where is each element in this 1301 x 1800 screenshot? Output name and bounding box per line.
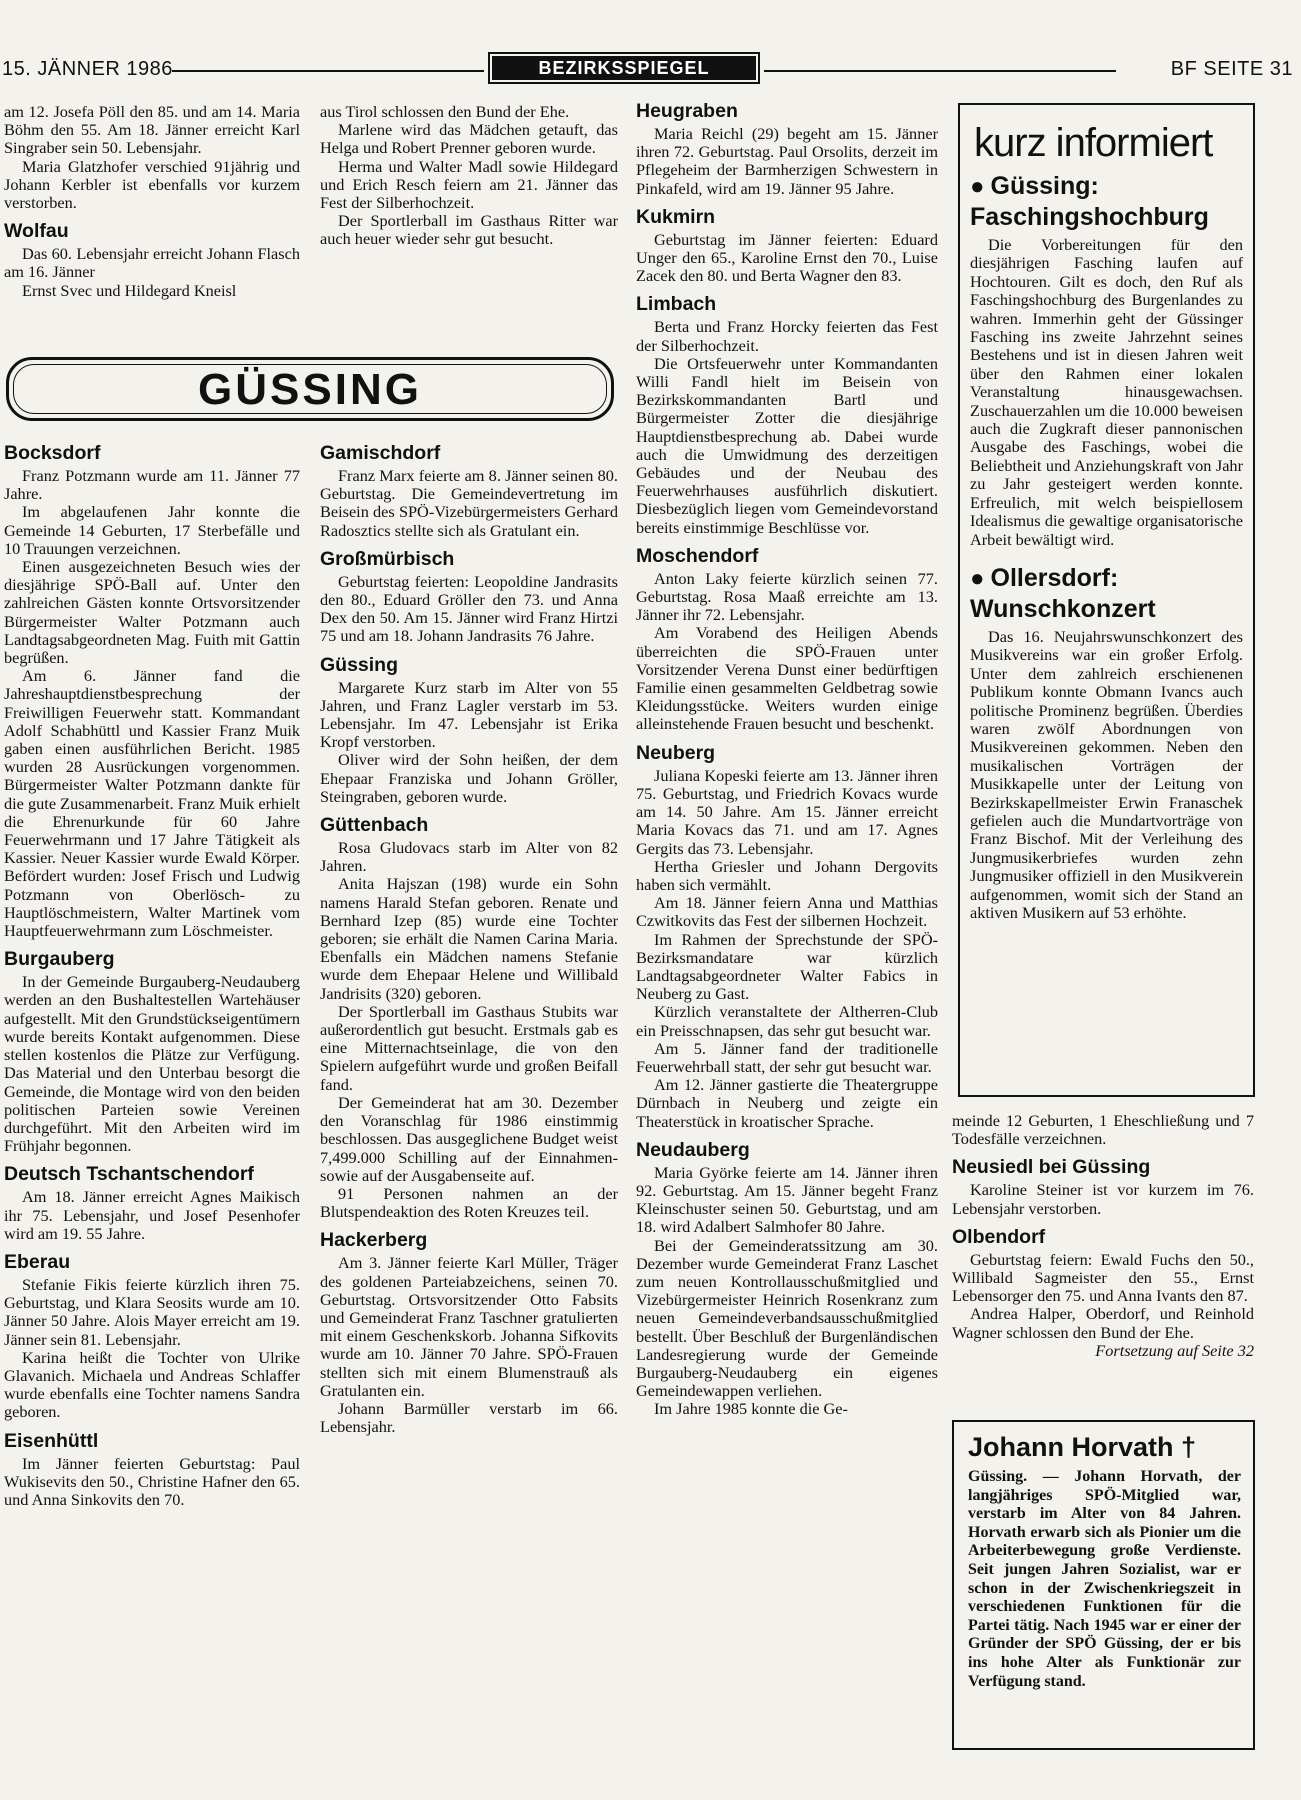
section-heading: Olbendorf xyxy=(952,1225,1046,1248)
section-heading: Wolfau xyxy=(4,220,69,243)
paragraph: Die Ortsfeuerwehr unter Kommandanten Willi Fandl hielt im Beisein von Bezirkskommandanten Bartl und Bürgermeister Zotter die diesjährige Hauptdienstbesprechung ab. Dabei wurde auch die Umwidmung des derzeitigen Gebäudes und der Neubau des Feuerwehrhauses ausführlich diskutiert. Diesbezüglich liegen vom Gemeindevorstand bereits einstimmige Beschlüsse vor. xyxy=(636,353,938,537)
paragraph: aus Tirol schlossen den Bund der Ehe. xyxy=(320,103,570,121)
top-column-1 xyxy=(4,103,300,323)
paragraph: Im abgelaufenen Jahr konnte die Gemeinde 14 Geburten, 17 Sterbefälle und 10 Trauungen verzeichnen. xyxy=(4,502,300,558)
section-heading: Limbach xyxy=(636,293,717,316)
paragraph: Im Rahmen der Sprechstunde der SPÖ-Bezirksmandatare war kürzlich Landtagsabgeordneter Walter Fabics in Neuberg zu Gast. xyxy=(636,929,938,1004)
paragraph: Das 16. Neujahrswunschkonzert des Musikvereins war ein großer Erfolg. Unter dem zahlreich erschienenen Publikum konnte Obmann Ivancs auch politische Prominenz begrüßen. Überdies waren zwölf Abordnungen von Musikvereinen gekommen. Neben den musikalischen Vorträgen der Musikkapelle unter der Leitung von Bezirkskapellmeister Erwin Franaschek gefielen auch die Mundartvorträge von Franz Bischof. Mit der Verleihung des Jungmusikerbriefes wurden zehn Jungmusiker offiziell in den Musikverein aufgenommen, womit sich der Stand an aktiven Musikern auf 53 erhöhte. xyxy=(970,626,1243,922)
column-1 xyxy=(4,442,300,1762)
section-label: BEZIRKSSPIEGEL xyxy=(492,56,756,80)
paragraph: Geburtstag feierten: Leopoldine Jandrasits den 80., Eduard Gröller den 73. und Anna Dex den 50. Am 15. Jänner wird Franz Hirtzi 75 und am 18. Johann Jandrasits 76 Jahre. xyxy=(320,571,618,646)
paragraph: Am 3. Jänner feierte Karl Müller, Träger des goldenen Parteiabzeichens, seinen 70. Geburtstag. Ortsvorsitzender Otto Fabsits und Gemeinderat Franz Taschner gratulierten mit einem Geschenkskorb. Johanna Sifkovits wurde am 10. Jänner 70 Jahre. SPÖ-Frauen stellten sich mit einem Blumenstrauß als Gratulanten ein. xyxy=(320,1253,618,1400)
section-heading: Güssing xyxy=(320,653,399,676)
header-rule-left xyxy=(172,70,484,72)
paragraph: Der Gemeinderat hat am 30. Dezember den Voranschlag für 1986 einstimmig beschlossen. Das ausgeglichene Budget weist 7,499.000 Schilling auf der Einnahmen- sowie auf der Ausgabenseite auf. xyxy=(320,1092,618,1185)
paragraph: meinde 12 Geburten, 1 Eheschließung und 7 Todesfälle verzeichnen. xyxy=(952,1112,1254,1149)
paragraph: Am 18. Jänner feiern Anna und Matthias Czwitkovits das Fest der silbernen Hochzeit. xyxy=(636,893,938,931)
kurz-informiert-box xyxy=(958,103,1255,1097)
obituary-title: Johann Horvath † xyxy=(968,1432,1197,1462)
section-label-box xyxy=(488,52,760,84)
top-column-2 xyxy=(320,103,618,323)
paragraph: Der Sportlerball im Gasthaus Ritter war auch heuer wieder sehr gut besucht. xyxy=(320,211,618,249)
issue-date: 15. JÄNNER 1986 xyxy=(2,58,173,80)
paragraph: Karoline Steiner ist vor kurzem im 76. Lebensjahr verstorben. xyxy=(952,1180,1254,1218)
section-heading: Neudauberg xyxy=(636,1138,750,1161)
section-heading: Heugraben xyxy=(636,100,738,122)
section-heading: Großmürbisch xyxy=(320,547,455,570)
banner-title: GÜSSING xyxy=(198,365,422,414)
section-heading: Gamischdorf xyxy=(320,442,441,464)
paragraph: Am 12. Jänner gastierte die Theatergruppe Dürnbach in Neuberg und zeigte ein Theaterstück in kroatischer Sprache. xyxy=(636,1075,938,1131)
paragraph: Das 60. Lebensjahr erreicht Johann Flasch am 16. Jänner xyxy=(4,244,300,282)
bullet-icon: ● xyxy=(970,173,985,200)
paragraph: Der Sportlerball im Gasthaus Stubits war außerordentlich gut besucht. Erstmals gab es eine Mitternachtseinlage, die von den Spielern aufgeführt wurde und großen Beifall fand. xyxy=(320,1001,618,1094)
paragraph: Am 5. Jänner fand der traditionelle Feuerwehrball statt, der sehr gut besucht war. xyxy=(636,1038,938,1076)
header-rule-right xyxy=(764,70,1116,72)
paragraph: Geburtstag im Jänner feierten: Eduard Unger den 65., Karoline Ernst den 70., Luise Zacek den 80. und Berta Wagner den 83. xyxy=(636,229,938,286)
section-heading: Deutsch Tschantschendorf xyxy=(4,1163,254,1186)
paragraph: Maria Györke feierte am 14. Jänner ihren 92. Geburtstag. Am 15. Jänner begeht Franz Kleinschuster seinen 50. Geburtstag, und am 18. wird Adalbert Salmhofer 80 Jahre. xyxy=(636,1162,938,1237)
region-banner xyxy=(6,357,614,421)
paragraph: Andrea Halper, Oberdorf, und Reinhold Wagner schlossen den Bund der Ehe. xyxy=(952,1304,1254,1342)
section-heading: Hackerberg xyxy=(320,1229,428,1252)
paragraph: Maria Glatzhofer verschied 91jährig und Johann Kerbler ist ebenfalls vor kurzem verstorben. xyxy=(4,156,300,213)
section-heading: Neuberg xyxy=(636,741,716,764)
paragraph: Johann Barmüller verstarb im 66. Lebensjahr. xyxy=(320,1398,618,1437)
paragraph: Franz Marx feierte am 8. Jänner seinen 80. Geburtstag. Die Gemeindevertretung im Beisein des SPÖ-Vizebürgermeisters Gerhard Radosztics stellte sich als Gratulant ein. xyxy=(320,466,618,540)
paragraph: Im Jahre 1985 konnte die Ge- xyxy=(654,1399,848,1419)
bullet-icon: ● xyxy=(970,564,985,592)
continuation-note: Fortsetzung auf Seite 32 xyxy=(1095,1340,1254,1360)
paragraph: Rosa Gludovacs starb im Alter von 82 Jahren. xyxy=(320,838,618,876)
paragraph: Am 6. Jänner fand die Jahreshauptdienstbesprechung der Freiwilligen Feuerwehr statt. Kommandant Adolf Schabhüttl und Kassier Franz Muik gaben einen ausführlichen Bericht. 1985 wurden 28 Ausrückungen vorgenommen. Bürgermeister Walter Potzmann dankte für die gute Zusammenarbeit. Franz Muik erhielt die Ehrenurkunde für 60 Jahre Feuerwehrmann und 17 Jahre Tätigkeit als Kassier. Neuer Kassier wurde Ewald Körper. Befördert wurden: Josef Frisch und Ludwig Potzmann von Oberlösch- zu Hauptlöschmeistern, Walter Martinek vom Hauptfeuerwehrmann zum Löschmeister. xyxy=(4,666,300,941)
section-heading: Eisenhüttl xyxy=(4,1429,99,1452)
news-heading xyxy=(970,563,1243,624)
paragraph: am 12. Josefa Pöll den 85. und am 14. Maria Böhm den 55. Am 18. Jänner erreicht Karl Singraber sein 50. Lebensjahr. xyxy=(4,103,300,158)
paragraph: Die Vorbereitungen für den diesjährigen Fasching laufen auf Hochtouren. Gilt es doch, den Ruf als Faschingshochburg des Burgenlandes zu wahren. Immerhin geht der Güssinger Fasching ins zweite Jahrzehnt seines Bestehens und ist in diesen Jahren weit über den Rahmen einer lokalen Veranstaltung hinausgewachsen. Zuschauerzahlen um die 10.000 beweisen auch die Zugkraft dieser pannonischen Ausgabe des Faschings, wobei die Beliebtheit und Anziehungskraft von Jahr zu Jahr gesteigert werden konnte. Erfreulich, mit welch beispiellosem Idealismus die gewaltige organisatorische Arbeit bewältigt wird. xyxy=(970,235,1243,549)
column-4 xyxy=(952,1112,1254,1412)
paragraph: Im Jänner feierten Geburtstag: Paul Wukisevits den 50., Christine Hafner den 65. und Anna Sinkovits den 70. xyxy=(4,1453,300,1509)
paragraph: Am 18. Jänner erreicht Agnes Maikisch ihr 75. Lebensjahr, und Josef Pesenhofer wird am 19. 55 Jahre. xyxy=(4,1187,300,1243)
section-heading: Bocksdorf xyxy=(4,442,101,464)
box-title: kurz informiert xyxy=(974,121,1213,165)
news-heading xyxy=(970,171,1243,232)
paragraph: In der Gemeinde Burgauberg-Neudauberg werden an den Bushaltestellen Wartehäuser aufgestellt. Mit den Grundstückseigentümern wurde bereits Kontakt aufgenommen. Diese stellen kostenlos die Plätze zur Verfügung. Das Material und den Unterbau besorgt die Gemeinde, die Montage wird von den beiden politischen Parteien sowie Vereinen durchgeführt. Mit den Arbeiten wird im Frühjahr begonnen. xyxy=(4,972,300,1156)
paragraph: Anton Laky feierte kürzlich seinen 77. Geburtstag. Rosa Maaß erreichte am 13. Jänner ihr 72. Lebensjahr. xyxy=(636,568,938,625)
paragraph: Karina heißt die Tochter von Ulrike Glavanich. Michaela und Andreas Schlaffer wurde ebenfalls eine Tochter namens Sandra geboren. xyxy=(4,1347,300,1422)
column-3 xyxy=(636,100,938,1770)
paragraph: Hertha Griesler und Johann Dergovits haben sich vermählt. xyxy=(636,856,938,894)
paragraph: Oliver wird der Sohn heißen, der dem Ehepaar Franziska und Johann Gröller, Steingraben, geboren wurde. xyxy=(320,750,618,806)
news-text xyxy=(970,236,1243,549)
news-heading-text: Güssing: Faschingshochburg xyxy=(970,172,1209,231)
page-header xyxy=(0,50,1301,90)
paragraph: Herma und Walter Madl sowie Hildegard und Erich Resch feiern am 21. Jänner das Fest der Silberhochzeit. xyxy=(320,156,618,213)
news-heading-text: Ollersdorf: Wunschkonzert xyxy=(970,563,1156,623)
paragraph: Einen ausgezeichneten Besuch wies der diesjährige SPÖ-Ball auf. Unter den zahlreichen Gästen konnte Ortsvorsitzender Bürgermeister Walter Potzmann auch Landtagsabgeordneten Mag. Fuith mit Gattin begrüßen. xyxy=(4,557,300,668)
paragraph: 91 Personen nahmen an der Blutspendeaktion des Roten Kreuzes teil. xyxy=(320,1183,618,1222)
paragraph: Bei der Gemeinderatssitzung am 30. Dezember wurde Gemeinderat Franz Laschet zum neuen Kontrollausschußmitglied und Vizebürgermeister Heinrich Rosenkranz zum neuen Gemeindeverbandsausschußmitglied bestellt. Über Beschluß der Burgenländischen Landesregierung wurde der Gemeinde Burgauberg-Neudauberg ein eigenes Gemeindewappen verliehen. xyxy=(636,1235,938,1401)
paragraph: Stefanie Fikis feierte kürzlich ihren 75. Geburtstag, und Klara Seosits wurde am 10. Jänner 50 Jahre. Alois Mayer erreicht am 19. Jänner sein 81. Lebensjahr. xyxy=(4,1274,300,1349)
news-text xyxy=(970,628,1243,923)
page-number: BF SEITE 31 xyxy=(1170,58,1293,80)
paragraph: Geburtstag feiern: Ewald Fuchs den 50., Willibald Sagmeister den 55., Ernst Lebensorger den 75. und Anna Ivants den 87. xyxy=(952,1249,1254,1306)
paragraph: Ernst Svec und Hildegard Kneisl xyxy=(22,280,237,300)
section-heading: Kukmirn xyxy=(636,205,716,228)
paragraph: Franz Potzmann wurde am 11. Jänner 77 Jahre. xyxy=(4,466,300,504)
section-heading: Güttenbach xyxy=(320,814,429,837)
paragraph: Marlene wird das Mädchen getauft, das Helga und Robert Prenner geboren wurde. xyxy=(320,120,618,158)
paragraph: Kürzlich veranstaltete der Altherren-Club ein Preisschnapsen, das sehr gut besucht war. xyxy=(636,1002,938,1040)
section-heading: Neusiedl bei Güssing xyxy=(952,1156,1151,1179)
paragraph: Berta und Franz Horcky feierten das Fest der Silberhochzeit. xyxy=(636,317,938,355)
paragraph: Anita Hajszan (198) wurde ein Sohn namens Harald Stefan geboren. Renate und Bernhard Izep (85) wurde eine Tochter geboren; sie erhält die Namen Carina Maria. Ebenfalls ein Mädchen namens Stefanie wurde dem Ehepaar Helene und Willibald Jandrisits (320) geboren. xyxy=(320,874,618,1003)
paragraph: Am Vorabend des Heiligen Abends überreichten die SPÖ-Frauen unter Vorsitzender Verena Dunst einer bedürftigen Familie einen gesammelten Geldbetrag sowie Kleidungsstücke. Weiters wurden einige alleinstehende Frauen besucht und beschenkt. xyxy=(636,623,938,734)
section-heading: Moschendorf xyxy=(636,544,759,567)
obituary-text: Güssing. — Johann Horvath, der langjähriges SPÖ-Mitglied war, verstarb im Alter von 84 Jahren. Horvath erwarb sich als Pionier um die Arbeiterbewegung große Verdienste. Seit jungen Jahren Sozialist, war er schon in der Zwischenkriegszeit in verschiedenen Funktionen für die Partei tätig. Nach 1945 war er einer der Gründer der SPÖ Güssing, der er bis ins hohe Alter als Funktionär zur Verfügung stand. xyxy=(968,1468,1241,1690)
obituary-box xyxy=(952,1420,1255,1750)
paragraph: Maria Reichl (29) begeht am 15. Jänner ihren 72. Geburtstag. Paul Orsolits, derzeit im Pflegeheim der Barmherzigen Schwestern in Pinkafeld, wird am 19. Jänner 95 Jahre. xyxy=(636,124,938,198)
section-heading: Eberau xyxy=(4,1250,71,1273)
column-2 xyxy=(320,442,618,1762)
section-heading: Burgauberg xyxy=(4,948,115,971)
paragraph: Margarete Kurz starb im Alter von 55 Jahren, und Franz Lagler verstarb im 53. Lebensjahr. Im 47. Lebensjahr ist Erika Kropf verstorben. xyxy=(320,677,618,752)
paragraph: Juliana Kopeski feierte am 13. Jänner ihren 75. Geburtstag, und Friedrich Kovacs wurde am 14. 50 Jahre. Am 15. Jänner erreicht Maria Kovacs das 71. und am 17. Agnes Gergits das 73. Lebensjahr. xyxy=(636,765,938,858)
